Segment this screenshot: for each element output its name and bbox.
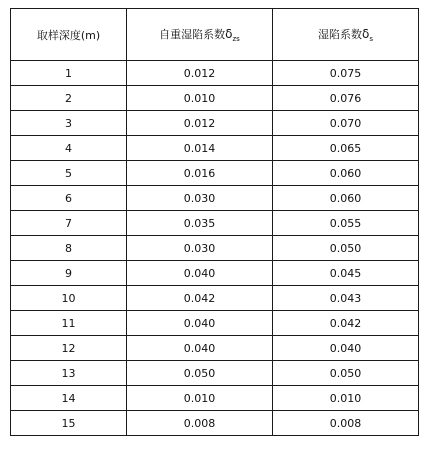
cell-self-weight-coefficient: 0.014 bbox=[127, 136, 273, 161]
cell-collapse-coefficient: 0.050 bbox=[273, 236, 419, 261]
table-row bbox=[11, 136, 419, 161]
cell-self-weight-coefficient: 0.040 bbox=[127, 261, 273, 286]
cell-depth: 2 bbox=[11, 86, 127, 111]
header-self-weight-subscript: zs bbox=[232, 35, 240, 43]
cell-depth: 9 bbox=[11, 261, 127, 286]
cell-depth: 12 bbox=[11, 336, 127, 361]
cell-collapse-coefficient: 0.060 bbox=[273, 161, 419, 186]
cell-collapse-coefficient: 0.060 bbox=[273, 186, 419, 211]
header-self-weight-label: 自重湿陷系数 bbox=[159, 28, 226, 41]
table-row bbox=[11, 111, 419, 136]
cell-depth: 4 bbox=[11, 136, 127, 161]
table-row bbox=[11, 236, 419, 261]
cell-self-weight-coefficient: 0.010 bbox=[127, 86, 273, 111]
header-self-weight-collapse-coefficient bbox=[127, 9, 273, 61]
cell-collapse-coefficient: 0.055 bbox=[273, 211, 419, 236]
table-row bbox=[11, 86, 419, 111]
cell-depth: 1 bbox=[11, 61, 127, 86]
table-row bbox=[11, 386, 419, 411]
table-row bbox=[11, 286, 419, 311]
cell-collapse-coefficient: 0.010 bbox=[273, 386, 419, 411]
cell-collapse-coefficient: 0.075 bbox=[273, 61, 419, 86]
cell-collapse-coefficient: 0.042 bbox=[273, 311, 419, 336]
cell-depth: 14 bbox=[11, 386, 127, 411]
cell-depth: 11 bbox=[11, 311, 127, 336]
table-body bbox=[11, 61, 419, 436]
cell-self-weight-coefficient: 0.030 bbox=[127, 236, 273, 261]
header-self-weight-symbol: δ bbox=[225, 27, 233, 41]
table-row bbox=[11, 186, 419, 211]
table-row bbox=[11, 161, 419, 186]
cell-collapse-coefficient: 0.008 bbox=[273, 411, 419, 436]
cell-collapse-coefficient: 0.050 bbox=[273, 361, 419, 386]
cell-collapse-coefficient: 0.065 bbox=[273, 136, 419, 161]
cell-self-weight-coefficient: 0.040 bbox=[127, 311, 273, 336]
cell-self-weight-coefficient: 0.010 bbox=[127, 386, 273, 411]
cell-collapse-coefficient: 0.070 bbox=[273, 111, 419, 136]
cell-collapse-coefficient: 0.043 bbox=[273, 286, 419, 311]
table-row bbox=[11, 211, 419, 236]
header-row bbox=[11, 9, 419, 61]
cell-self-weight-coefficient: 0.030 bbox=[127, 186, 273, 211]
cell-self-weight-coefficient: 0.016 bbox=[127, 161, 273, 186]
header-collapse-symbol: δ bbox=[362, 27, 370, 41]
cell-depth: 6 bbox=[11, 186, 127, 211]
table-row bbox=[11, 261, 419, 286]
cell-depth: 10 bbox=[11, 286, 127, 311]
cell-self-weight-coefficient: 0.042 bbox=[127, 286, 273, 311]
collapse-coefficient-table bbox=[10, 8, 419, 436]
cell-depth: 13 bbox=[11, 361, 127, 386]
header-depth: 取样深度(m) bbox=[11, 9, 127, 61]
cell-depth: 8 bbox=[11, 236, 127, 261]
cell-self-weight-coefficient: 0.012 bbox=[127, 111, 273, 136]
cell-depth: 5 bbox=[11, 161, 127, 186]
cell-depth: 15 bbox=[11, 411, 127, 436]
cell-depth: 3 bbox=[11, 111, 127, 136]
table-row bbox=[11, 361, 419, 386]
table-row bbox=[11, 336, 419, 361]
table-row bbox=[11, 311, 419, 336]
table-row bbox=[11, 61, 419, 86]
cell-self-weight-coefficient: 0.035 bbox=[127, 211, 273, 236]
cell-collapse-coefficient: 0.040 bbox=[273, 336, 419, 361]
cell-collapse-coefficient: 0.045 bbox=[273, 261, 419, 286]
cell-self-weight-coefficient: 0.012 bbox=[127, 61, 273, 86]
header-collapse-label: 湿陷系数 bbox=[318, 28, 362, 41]
cell-self-weight-coefficient: 0.040 bbox=[127, 336, 273, 361]
cell-depth: 7 bbox=[11, 211, 127, 236]
cell-self-weight-coefficient: 0.008 bbox=[127, 411, 273, 436]
header-collapse-coefficient bbox=[273, 9, 419, 61]
cell-self-weight-coefficient: 0.050 bbox=[127, 361, 273, 386]
header-collapse-subscript: s bbox=[369, 35, 373, 43]
data-table-container bbox=[10, 8, 418, 436]
table-row bbox=[11, 411, 419, 436]
cell-collapse-coefficient: 0.076 bbox=[273, 86, 419, 111]
